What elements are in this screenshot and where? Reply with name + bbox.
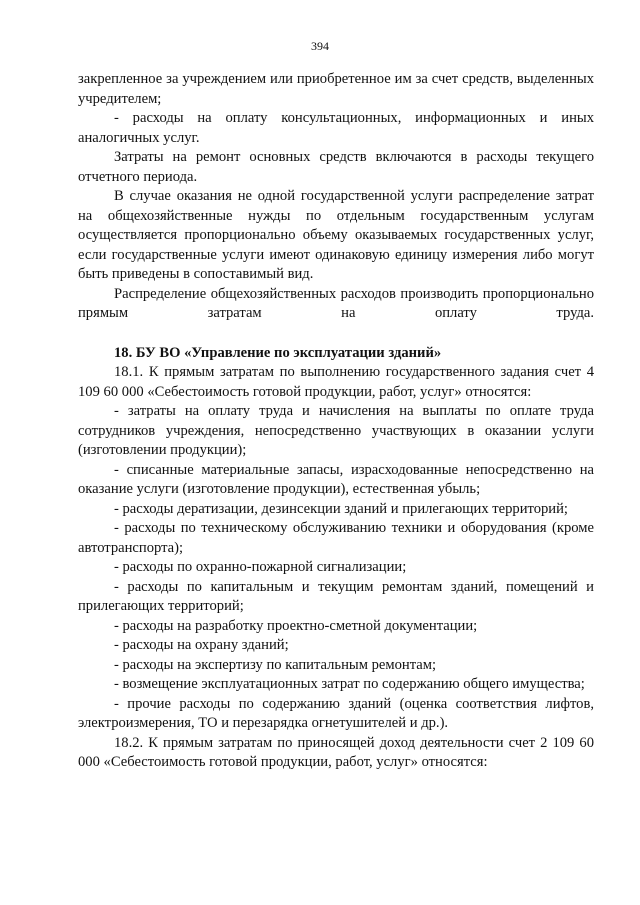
list-item: - списанные материальные запасы, израсходованные непосредственно на оказание услуги (изготовление продукции), естественная убыль; [78,461,594,497]
list-item: - расходы по капитальным и текущим ремонтам зданий, помещений и прилегающих территорий; [78,578,594,614]
list-item: - расходы по охранно-пожарной сигнализации; [114,559,407,575]
paragraph: закрепленное за учреждением или приобретенное им за счет средств, выделенных учредителем; [78,71,594,107]
paragraph: Распределение общехозяйственных расходов производить пропорционально прямым затратам на оплату труда. [78,285,594,321]
list-item: - расходы дератизации, дезинсекции зданий и прилегающих территорий; [114,500,568,517]
paragraph: В случае оказания не одной государственной услуги распределение затрат на общехозяйственные нужды по отдельным государственным услугам осуществляется пропорционально объему оказываемых государственных услуг, если государственные услуги имеют одинаковую единицу измерения либо могут быть приведены в сопоставимый вид. [78,188,594,282]
document-body [78,70,594,773]
list-item: - возмещение эксплуатационных затрат по содержанию общего имущества; [114,676,585,692]
list-item: - расходы по техническому обслуживанию техники и оборудования (кроме автотранспорта); [78,520,594,556]
paragraph: 18.2. К прямым затратам по приносящей доход деятельности счет 2 109 60 000 «Себестоимость готовой продукции, работ, услуг» относятся: [78,734,594,770]
paragraph: Затраты на ремонт основных средств включаются в расходы текущего отчетного периода. [78,149,594,185]
list-item: - прочие расходы по содержанию зданий (оценка соответствия лифтов, электроизмерения, ТО и перезарядка огнетушителей и др.). [78,695,594,731]
list-item: - расходы на охрану зданий; [114,637,289,653]
section-heading: 18. БУ ВО «Управление по эксплуатации зданий» [114,344,442,361]
list-item: - расходы на оплату консультационных, информационных и иных аналогичных услуг. [78,110,594,146]
list-item: - затраты на оплату труда и начисления на выплаты по оплате труда сотрудников учреждения, непосредственно участвующих в оказании услуги (изготовлении продукции); [78,403,594,458]
paragraph: 18.1. К прямым затратам по выполнению государственного задания счет 4 109 60 000 «Себестоимость готовой продукции, работ, услуг» относятся: [78,364,594,400]
list-item: - расходы на экспертизу по капитальным ремонтам; [114,656,437,673]
page-number: 394 [311,39,329,53]
list-item: - расходы на разработку проектно-сметной документации; [114,617,478,634]
